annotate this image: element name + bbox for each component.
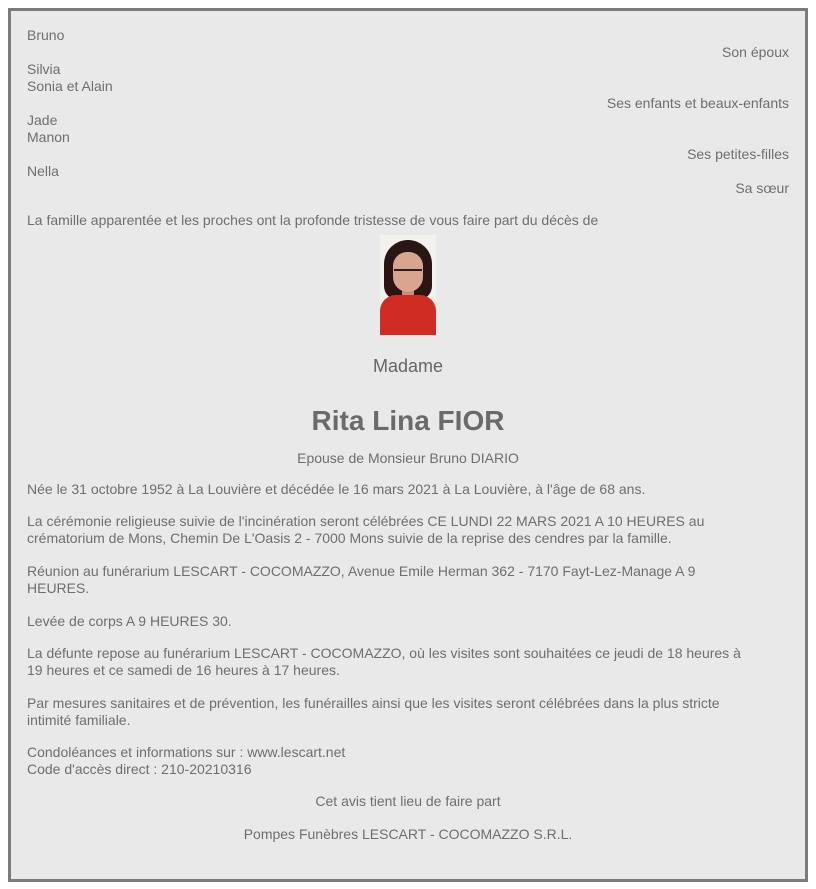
ceremony-paragraph bbox=[27, 513, 789, 547]
husband-name: Bruno bbox=[27, 27, 65, 43]
children-role: Ses enfants et beaux-enfants bbox=[606, 95, 789, 111]
reunion-paragraph bbox=[27, 563, 789, 597]
funeral-home-text: Pompes Funèbres LESCART - COCOMAZZO S.R.L. bbox=[243, 826, 573, 842]
sanitary-line-1: Par mesures sanitaires et de prévention, les funérailles ainsi que les visites seront célébrées dans la plus stricte bbox=[27, 695, 720, 711]
visits-paragraph bbox=[27, 645, 789, 679]
ceremony-line-2: crématorium de Mons, Chemin De L'Oasis 2 - 7000 Mons suivie de la reprise des cendres par la famille. bbox=[27, 530, 672, 546]
notice-text: Cet avis tient lieu de faire part bbox=[315, 793, 501, 809]
ceremony-line-1: La cérémonie religieuse suivie de l'incinération seront célébrées CE LUNDI 22 MARS 2021 A 10 HEURES au bbox=[27, 513, 705, 529]
sister-name: Nella bbox=[27, 163, 59, 179]
sanitary-line-2: intimité familiale. bbox=[27, 712, 131, 728]
portrait-container bbox=[27, 235, 789, 335]
obituary-card bbox=[8, 8, 808, 882]
obituary-content bbox=[27, 27, 789, 843]
announcement-intro: La famille apparentée et les proches ont la profonde tristesse de vous faire part du décès de bbox=[27, 212, 599, 228]
visits-line-1: La défunte repose au funérarium LESCART - COCOMAZZO, où les visites sont souhaitées ce jeudi de 18 heures à bbox=[27, 645, 741, 661]
husband-role: Son époux bbox=[722, 44, 789, 60]
grandchildren-role: Ses petites-filles bbox=[687, 146, 789, 162]
grandchild-name-1: Jade bbox=[27, 112, 58, 128]
access-code-text: Code d'accès direct : 210-20210316 bbox=[27, 761, 252, 777]
levee-paragraph bbox=[27, 613, 789, 630]
child-name-2: Sonia et Alain bbox=[27, 78, 113, 94]
sanitary-paragraph bbox=[27, 695, 789, 729]
condolences-text: Condoléances et informations sur : www.lescart.net bbox=[27, 744, 346, 760]
reunion-line-1: Réunion au funérarium LESCART - COCOMAZZO, Avenue Emile Herman 362 - 7170 Fayt-Lez-Manage A 9 bbox=[27, 563, 696, 579]
condolences-paragraph bbox=[27, 744, 789, 778]
reunion-line-2: HEURES. bbox=[27, 580, 90, 596]
honorific-title: Madame bbox=[372, 356, 444, 376]
birth-death-paragraph bbox=[27, 481, 789, 498]
levee-text: Levée de corps A 9 HEURES 30. bbox=[27, 613, 232, 629]
deceased-name: Rita Lina FIOR bbox=[311, 405, 505, 436]
sister-role: Sa sœur bbox=[735, 180, 789, 196]
visits-line-2: 19 heures et ce samedi de 16 heures à 17 heures. bbox=[27, 662, 340, 678]
child-name-1: Silvia bbox=[27, 61, 61, 77]
spouse-line: Epouse de Monsieur Bruno DIARIO bbox=[297, 450, 519, 466]
grandchild-name-2: Manon bbox=[27, 129, 70, 145]
portrait-photo bbox=[380, 235, 436, 335]
birth-death-text: Née le 31 octobre 1952 à La Louvière et décédée le 16 mars 2021 à La Louvière, à l'âge de 68 ans. bbox=[27, 481, 646, 497]
